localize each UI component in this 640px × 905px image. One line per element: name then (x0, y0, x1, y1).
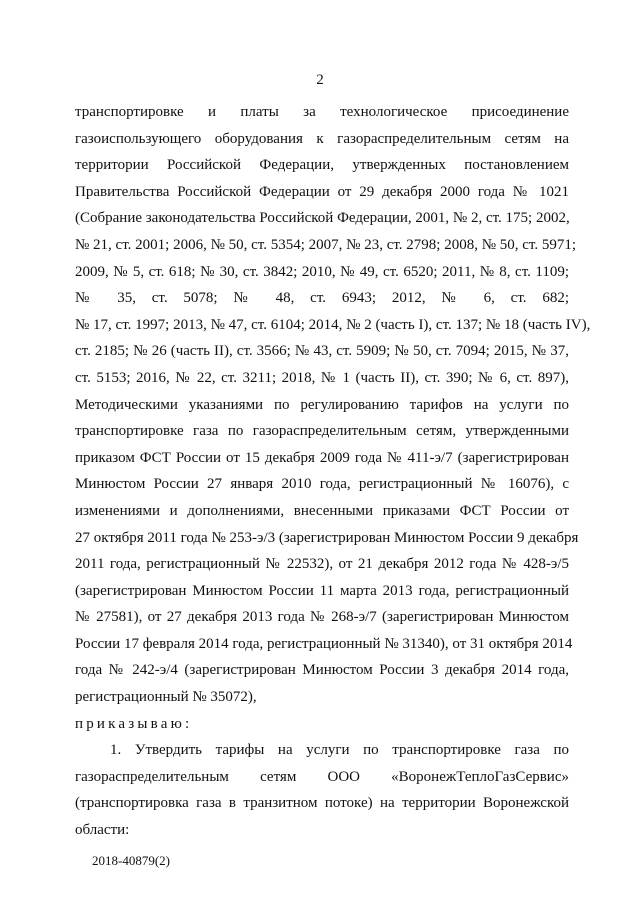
text-line: транспортировке и платы за технологическое присоединение (75, 104, 569, 120)
text-line: Методическими указаниями по регулированию тарифов на услуги по (75, 396, 569, 413)
text-line: № 27581), от 27 декабря 2013 года № 268-э/7 (зарегистрирован Минюстом (75, 609, 569, 626)
text-line: 27 октября 2011 года № 253-э/3 (зарегистрирован Минюстом России 9 декабря (75, 529, 579, 546)
text-line: Правительства Российской Федерации от 29 декабря 2000 года № 1021 (75, 183, 569, 200)
text-line: 1. Утвердить тарифы на услуги по транспортировке газа по (110, 742, 569, 759)
page-number: 2 (316, 72, 324, 88)
order-paragraph (75, 711, 569, 738)
text-line: изменениями и дополнениями, внесенными приказами ФСТ России от (75, 502, 569, 519)
text-line: (зарегистрирован Минюстом России 11 марта 2013 года, регистрационный (75, 582, 569, 599)
text-line: газоиспользующего оборудования к газораспределительным сетям на (75, 130, 569, 147)
text-line: области: (75, 822, 130, 839)
text-line: транспортировке газа по газораспределительным сетям, утвержденными (75, 423, 569, 440)
text-line: № 35, ст. 5078; № 48, ст. 6943; 2012, № 6, ст. 682; (75, 290, 569, 307)
text-line: Минюстом России 27 января 2010 года, регистрационный № 16076), с (75, 476, 569, 493)
text-line: года № 242-э/4 (зарегистрирован Минюстом России 3 декабря 2014 года, (75, 662, 569, 679)
text-line: регистрационный № 35072), (75, 689, 257, 706)
text-line: № 21, ст. 2001; 2006, № 50, ст. 5354; 2007, № 23, ст. 2798; 2008, № 50, ст. 5971; (75, 236, 577, 253)
text-line: приказом ФСТ России от 15 декабря 2009 года № 411-э/7 (зарегистрирован (75, 449, 569, 466)
document-code: 2018-40879(2) (92, 853, 170, 868)
clause-paragraph (75, 737, 569, 843)
text-line: ст. 5153; 2016, № 22, ст. 3211; 2018, № 1 (часть II), ст. 390; № 6, ст. 897), (75, 369, 569, 386)
text-line: № 17, ст. 1997; 2013, № 47, ст. 6104; 2014, № 2 (часть I), ст. 137; № 18 (часть IV), (75, 316, 591, 333)
text-line: газораспределительным сетям ООО «ВоронежТеплоГазСервис» (75, 768, 569, 785)
preamble-paragraph (75, 99, 591, 711)
text-line: 2011 года, регистрационный № 22532), от 21 декабря 2012 года № 428-э/5 (75, 556, 569, 573)
text-line: (Собрание законодательства Российской Федерации, 2001, № 2, ст. 175; 2002, (75, 210, 570, 227)
order-word: приказываю: (75, 715, 193, 732)
text-line: ст. 2185; № 26 (часть II), ст. 3566; № 43, ст. 5909; № 50, ст. 7094; 2015, № 37, (75, 343, 569, 360)
text-line: России 17 февраля 2014 года, регистрационный № 31340), от 31 октября 2014 (75, 635, 573, 652)
text-line: 2009, № 5, ст. 618; № 30, ст. 3842; 2010, № 49, ст. 6520; 2011, № 8, ст. 1109; (75, 263, 569, 280)
document-body (75, 99, 591, 844)
text-line: (транспортировка газа в транзитном потоке) на территории Воронежской (75, 795, 569, 812)
text-line: территории Российской Федерации, утвержденных постановлением (75, 157, 569, 174)
